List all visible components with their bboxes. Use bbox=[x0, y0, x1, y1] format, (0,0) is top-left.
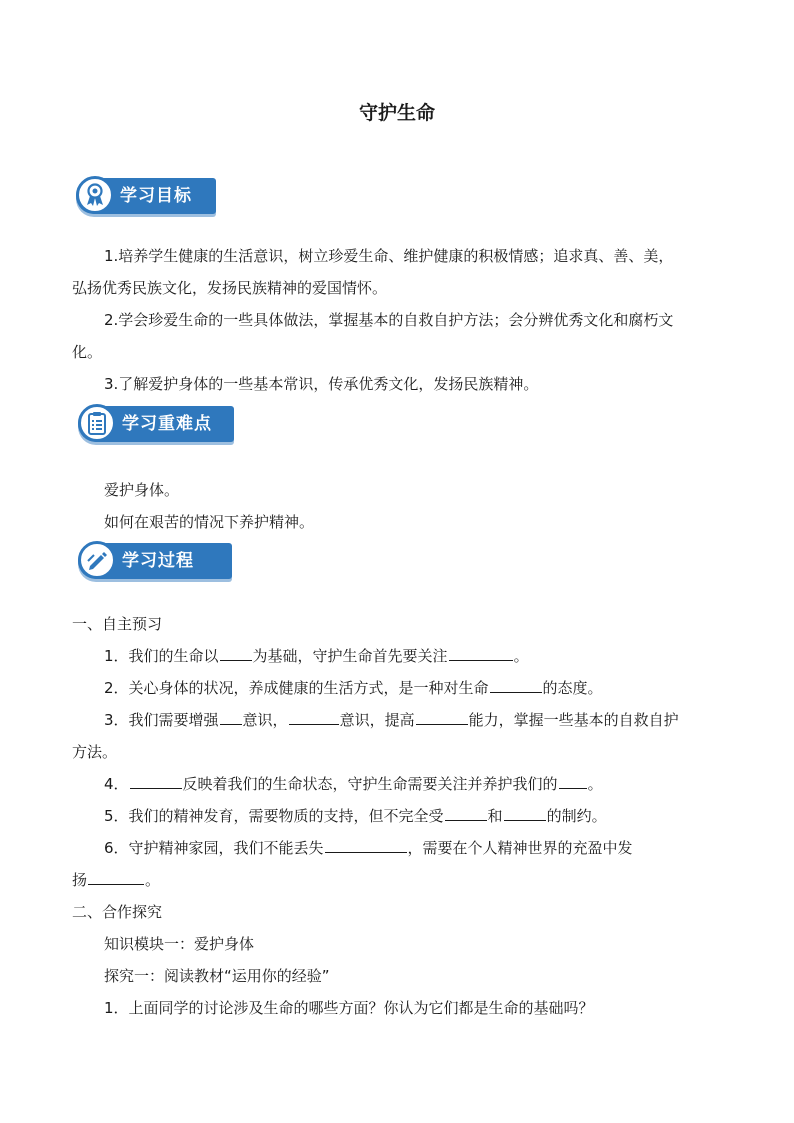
answer-blank[interactable] bbox=[490, 676, 542, 693]
question-text: ，需要在个人精神世界的充盈中发 bbox=[407, 839, 633, 857]
question-text: 。 bbox=[587, 775, 603, 793]
preview-question-3-cont: 方法。 bbox=[72, 743, 118, 761]
section-badge-goals bbox=[76, 178, 216, 214]
answer-blank[interactable] bbox=[220, 708, 242, 725]
question-text: 反映着我们的生命状态，守护生命需要关注并养护我们的 bbox=[182, 775, 558, 793]
goal-2-line-2: 化。 bbox=[72, 343, 103, 361]
preview-heading: 一、自主预习 bbox=[72, 615, 163, 633]
question-text: 。 bbox=[145, 871, 161, 889]
answer-blank[interactable] bbox=[504, 804, 546, 821]
question-text: 能力，掌握一些基本的自救自护 bbox=[468, 711, 679, 729]
question-text: 1．我们的生命以 bbox=[104, 647, 219, 665]
goal-1-line-1: 1.培养学生健康的生活意识，树立珍爱生命、维护健康的积极情感；追求真、善、美， bbox=[104, 247, 674, 265]
question-text: 的态度。 bbox=[542, 679, 603, 697]
pencil-icon bbox=[78, 541, 116, 579]
preview-question-2 bbox=[72, 672, 754, 704]
goal-3: 3.了解爱护身体的一些基本常识，传承优秀文化，发扬民族精神。 bbox=[104, 375, 539, 393]
section-heading: 学习重难点 bbox=[122, 414, 212, 434]
question-text: 意识， bbox=[242, 711, 288, 729]
key-point-1: 爱护身体。 bbox=[104, 481, 180, 499]
preview-question-4 bbox=[72, 768, 754, 800]
preview-question-1 bbox=[72, 640, 754, 672]
preview-question-5 bbox=[72, 800, 754, 832]
goal-1-line-2: 弘扬优秀民族文化，发扬民族精神的爱国情怀。 bbox=[72, 279, 388, 297]
answer-blank[interactable] bbox=[289, 708, 339, 725]
section-heading: 学习过程 bbox=[122, 551, 194, 571]
answer-blank[interactable] bbox=[220, 644, 252, 661]
preview-question-3 bbox=[72, 704, 754, 736]
question-text: 6．守护精神家园，我们不能丢失 bbox=[104, 839, 324, 857]
preview-question-6-cont bbox=[72, 864, 722, 896]
page-title: 守护生命 bbox=[358, 102, 435, 124]
knowledge-module: 知识模块一：爱护身体 bbox=[104, 935, 255, 953]
answer-blank[interactable] bbox=[416, 708, 468, 725]
question-text: 2．关心身体的状况，养成健康的生活方式，是一种对生命 bbox=[104, 679, 489, 697]
question-text: 扬 bbox=[72, 871, 88, 889]
answer-blank[interactable] bbox=[445, 804, 487, 821]
question-text: 为基础，守护生命首先要关注 bbox=[252, 647, 448, 665]
answer-blank[interactable] bbox=[88, 868, 144, 885]
section-badge-key-points bbox=[78, 406, 234, 442]
question-text: 。 bbox=[513, 647, 529, 665]
question-text: 意识，提高 bbox=[339, 711, 415, 729]
answer-blank[interactable] bbox=[325, 836, 407, 853]
question-text: 和 bbox=[487, 807, 503, 825]
goal-2-line-1: 2.学会珍爱生命的一些具体做法，掌握基本的自救自护方法；会分辨优秀文化和腐朽文 bbox=[104, 311, 674, 329]
award-ribbon-icon bbox=[76, 176, 114, 214]
explore-heading: 二、合作探究 bbox=[72, 903, 163, 921]
section-badge-process bbox=[78, 543, 232, 579]
key-point-2: 如何在艰苦的情况下养护精神。 bbox=[104, 513, 315, 531]
question-text: 的制约。 bbox=[546, 807, 607, 825]
question-text: 4． bbox=[104, 775, 129, 793]
answer-blank[interactable] bbox=[130, 772, 182, 789]
preview-question-6 bbox=[72, 832, 754, 864]
clipboard-checklist-icon bbox=[78, 404, 116, 442]
answer-blank[interactable] bbox=[559, 772, 587, 789]
explore-question-1: 1．上面同学的讨论涉及生命的哪些方面？你认为它们都是生命的基础吗？ bbox=[104, 999, 594, 1017]
question-text: 3．我们需要增强 bbox=[104, 711, 219, 729]
inquiry-title: 探究一：阅读教材“运用你的经验” bbox=[104, 967, 330, 985]
section-heading: 学习目标 bbox=[120, 186, 192, 206]
answer-blank[interactable] bbox=[449, 644, 513, 661]
question-text: 5．我们的精神发育，需要物质的支持，但不完全受 bbox=[104, 807, 444, 825]
